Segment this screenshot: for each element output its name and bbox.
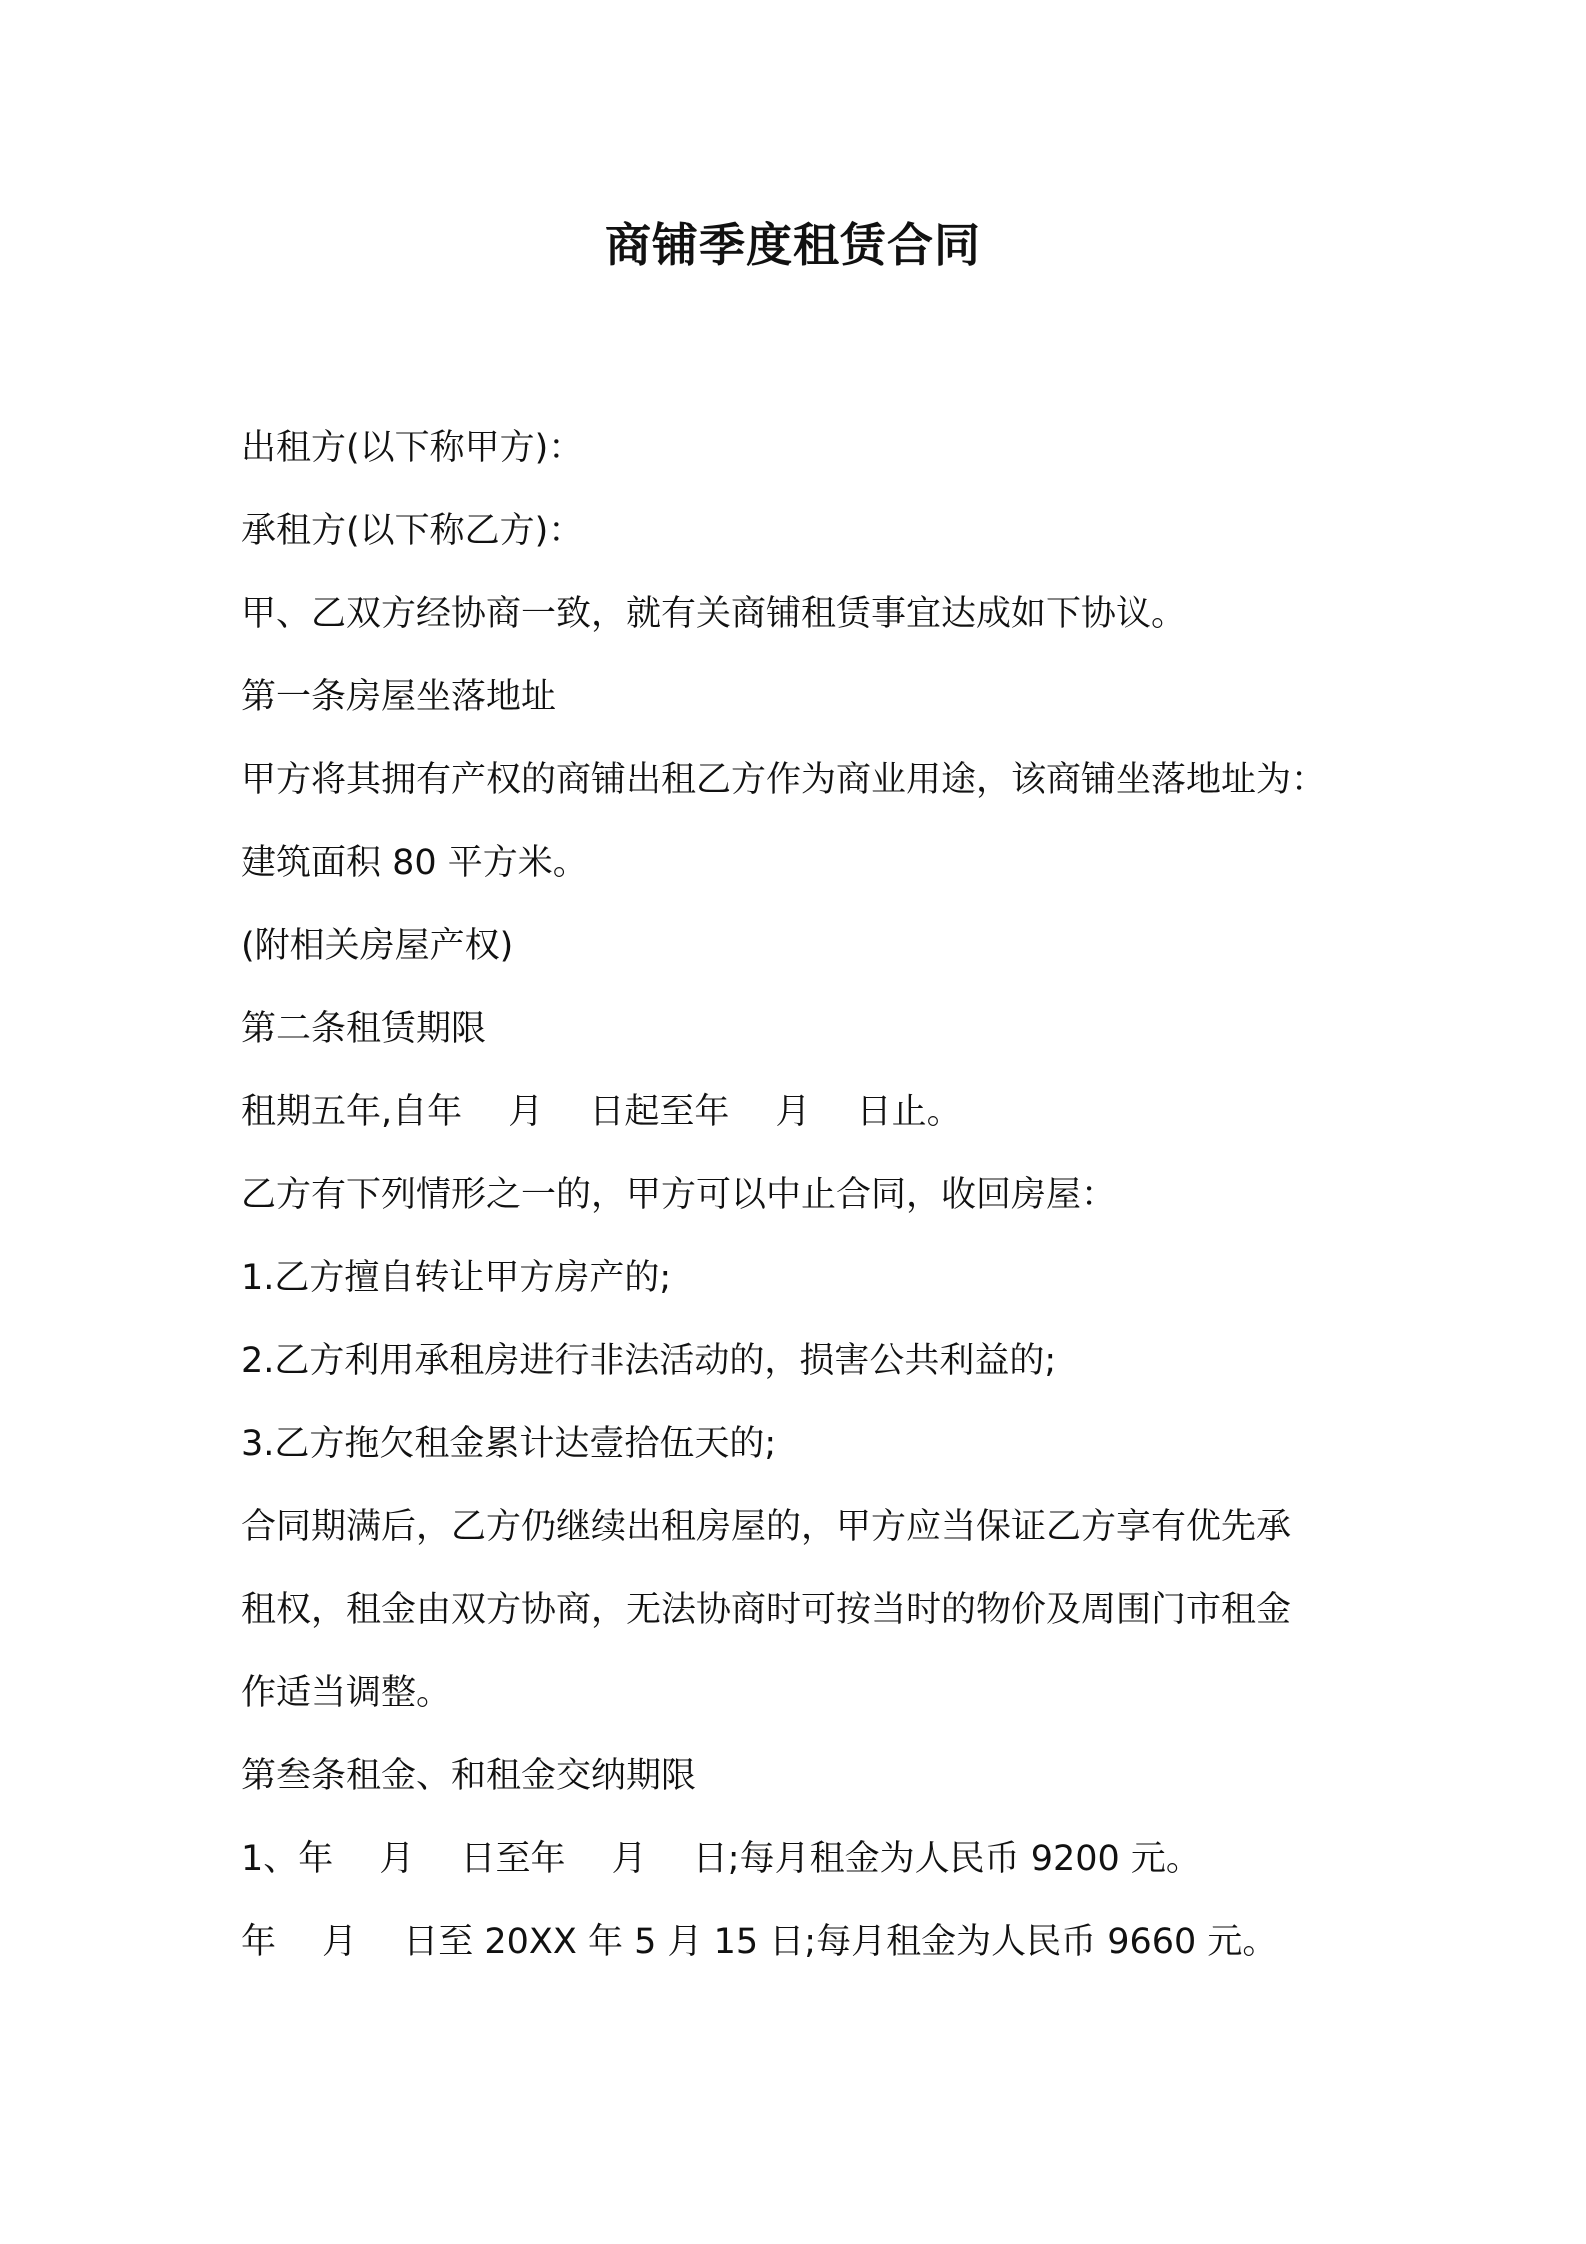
termination-item-2: 2.乙方利用承租房进行非法活动的，损害公共利益的; [241,1341,1057,1381]
renewal-paragraph-line-3: 作适当调整。 [241,1673,452,1713]
rent-period-2: 年 月 日至 20XX 年 5 月 15 日;每月租金为人民币 9660 元。 [241,1922,1278,1962]
article-3-heading: 第叁条租金、和租金交纳期限 [241,1756,697,1796]
termination-item-1: 1.乙方擅自转让甲方房产的; [241,1258,672,1298]
document-body [241,407,1381,1984]
article-2-heading: 第二条租赁期限 [241,1009,487,1049]
article-1-note: (附相关房屋产权) [241,926,514,966]
party-a-line: 出租方(以下称甲方)： [241,428,584,468]
article-1-heading: 第一条房屋坐落地址 [241,677,557,717]
lease-term-line: 租期五年,自年 月 日起至年 月 日止。 [241,1092,962,1132]
document-title: 商铺季度租赁合同 [605,218,981,272]
renewal-paragraph-line-2: 租权，租金由双方协商，无法协商时可按当时的物价及周围门市租金 [241,1590,1292,1630]
rent-period-1: 1、年 月 日至年 月 日;每月租金为人民币 9200 元。 [241,1839,1201,1879]
agreement-intro: 甲、乙双方经协商一致，就有关商铺租赁事宜达成如下协议。 [241,594,1187,634]
termination-item-3: 3.乙方拖欠租金累计达壹拾伍天的; [241,1424,777,1464]
article-1-area: 建筑面积 80 平方米。 [241,843,588,883]
article-1-text: 甲方将其拥有产权的商铺出租乙方作为商业用途，该商铺坐落地址为： [241,760,1327,800]
renewal-paragraph-line-1: 合同期满后，乙方仍继续出租房屋的，甲方应当保证乙方享有优先承 [241,1507,1292,1547]
party-b-line: 承租方(以下称乙方)： [241,511,584,551]
termination-intro: 乙方有下列情形之一的，甲方可以中止合同，收回房屋： [241,1175,1117,1215]
